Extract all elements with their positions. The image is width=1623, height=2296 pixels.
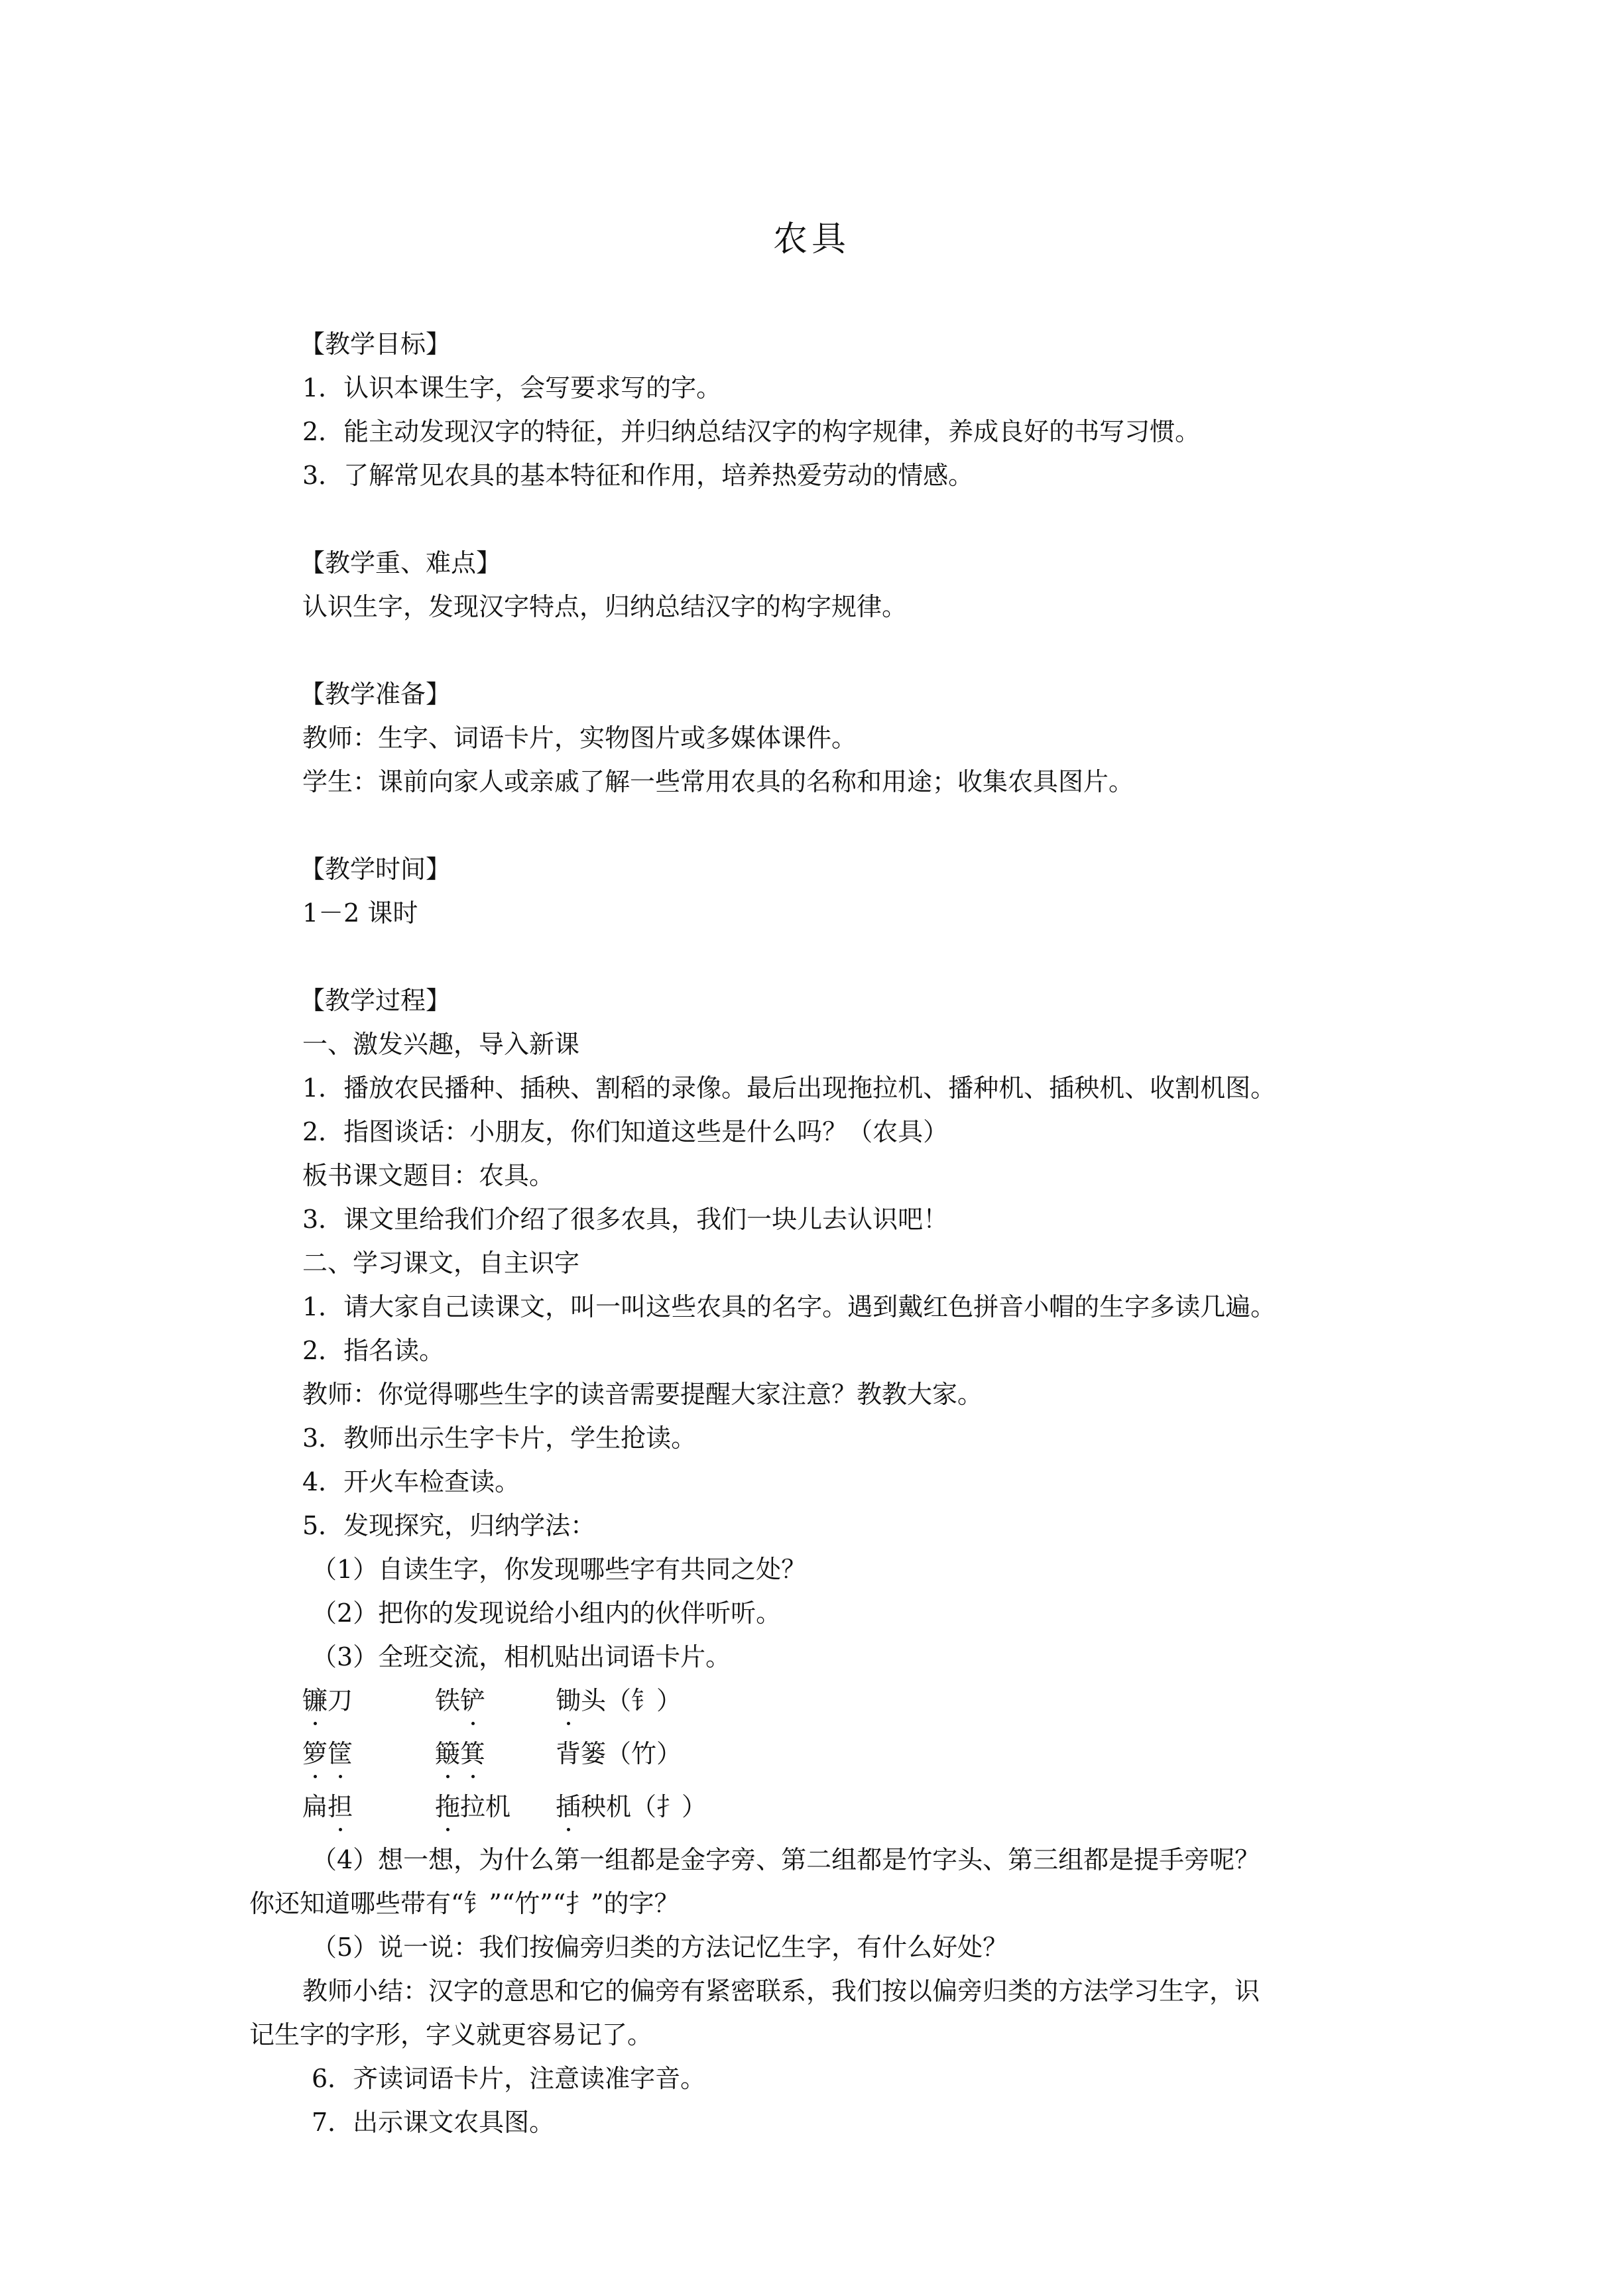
process-part2-title: 二、学习课文，自主识字 [302, 1248, 580, 1278]
process-part1-item: 3．课文里给我们介绍了很多农具，我们一块儿去认识吧！ [302, 1205, 949, 1234]
teacher-summary-line2: 记生字的字形，字义就更容易记了。 [249, 2020, 653, 2049]
process-part1-item: 板书课文题目：农具。 [302, 1161, 555, 1190]
process-sub-item: （2）把你的发现说给小组内的伙伴听听。 [312, 1599, 782, 1628]
teacher-summary-line1: 教师小结：汉字的意思和它的偏旁有紧密联系，我们按以偏旁归类的方法学习生字，识 [302, 1976, 1260, 2006]
word-group-row [249, 1785, 1403, 1838]
question-5: （5）说一说：我们按偏旁归类的方法记忆生字，有什么好处？ [312, 1933, 1008, 1962]
process-heading: 【教学过程】 [300, 986, 451, 1015]
process-part2-item: 3．教师出示生字卡片，学生抢读。 [302, 1423, 697, 1453]
process-sub-item: （1）自读生字，你发现哪些字有共同之处？ [312, 1555, 807, 1584]
word-card: 拖拉机 [435, 1785, 511, 1829]
preparation-heading: 【教学准备】 [300, 680, 451, 709]
preparation-student: 学生：课前向家人或亲戚了解一些常用农具的名称和用途；收集农具图片。 [302, 767, 1134, 796]
word-card: 簸箕 [435, 1732, 485, 1776]
word-card: 铁铲 [435, 1679, 485, 1722]
process-part2-item: 6．齐读词语卡片，注意读准字音。 [312, 2064, 706, 2093]
word-card: 插秧机（扌） [556, 1785, 707, 1829]
word-group-row [249, 1732, 1403, 1785]
process-part2-item: 7．出示课文农具图。 [312, 2108, 555, 2137]
document-body [249, 322, 1403, 2144]
process-part2-item: 1．请大家自己读课文，叫一叫这些农具的名字。遇到戴红色拼音小帽的生字多读几遍。 [302, 1292, 1276, 1321]
time-text: 1－2 课时 [302, 898, 418, 928]
process-sub-item: （3）全班交流，相机贴出词语卡片。 [312, 1642, 731, 1671]
process-part2-item: 5．发现探究，归纳学法： [302, 1511, 596, 1540]
key-points-heading: 【教学重、难点】 [300, 548, 502, 577]
process-part1-item: 1．播放农民播种、插秧、割稻的录像。最后出现拖拉机、播种机、插秧机、收割机图。 [302, 1073, 1276, 1103]
key-points-text: 认识生字，发现汉字特点，归纳总结汉字的构字规律。 [302, 592, 908, 621]
goals-heading: 【教学目标】 [300, 330, 451, 359]
word-group-row [249, 1679, 1403, 1732]
question-4-line2: 你还知道哪些带有“钅”“竹”“扌”的字？ [249, 1889, 680, 1918]
goal-item: 1．认识本课生字，会写要求写的字。 [302, 373, 722, 402]
word-card: 锄头（钅） [556, 1679, 682, 1722]
word-card: 镰刀 [302, 1679, 353, 1722]
process-part2-item: 教师：你觉得哪些生字的读音需要提醒大家注意？教教大家。 [302, 1380, 983, 1409]
goal-item: 3．了解常见农具的基本特征和作用，培养热爱劳动的情感。 [302, 461, 974, 490]
process-part1-item: 2．指图谈话：小朋友，你们知道这些是什么吗？（农具） [302, 1117, 949, 1146]
process-part1-title: 一、激发兴趣，导入新课 [302, 1030, 580, 1059]
question-4-line1: （4）想一想，为什么第一组都是金字旁、第二组都是竹字头、第三组都是提手旁呢？ [312, 1845, 1260, 1874]
time-heading: 【教学时间】 [300, 855, 451, 884]
word-card: 背篓（竹） [556, 1739, 682, 1768]
process-part2-item: 4．开火车检查读。 [302, 1467, 520, 1496]
word-card: 箩筐 [302, 1732, 353, 1776]
word-card: 扁担 [302, 1785, 353, 1829]
goal-item: 2．能主动发现汉字的特征，并归纳总结汉字的构字规律，养成良好的书写习惯。 [302, 417, 1201, 446]
preparation-teacher: 教师：生字、词语卡片，实物图片或多媒体课件。 [302, 723, 857, 753]
document-title: 农具 [772, 219, 850, 259]
process-part2-item: 2．指名读。 [302, 1336, 445, 1365]
